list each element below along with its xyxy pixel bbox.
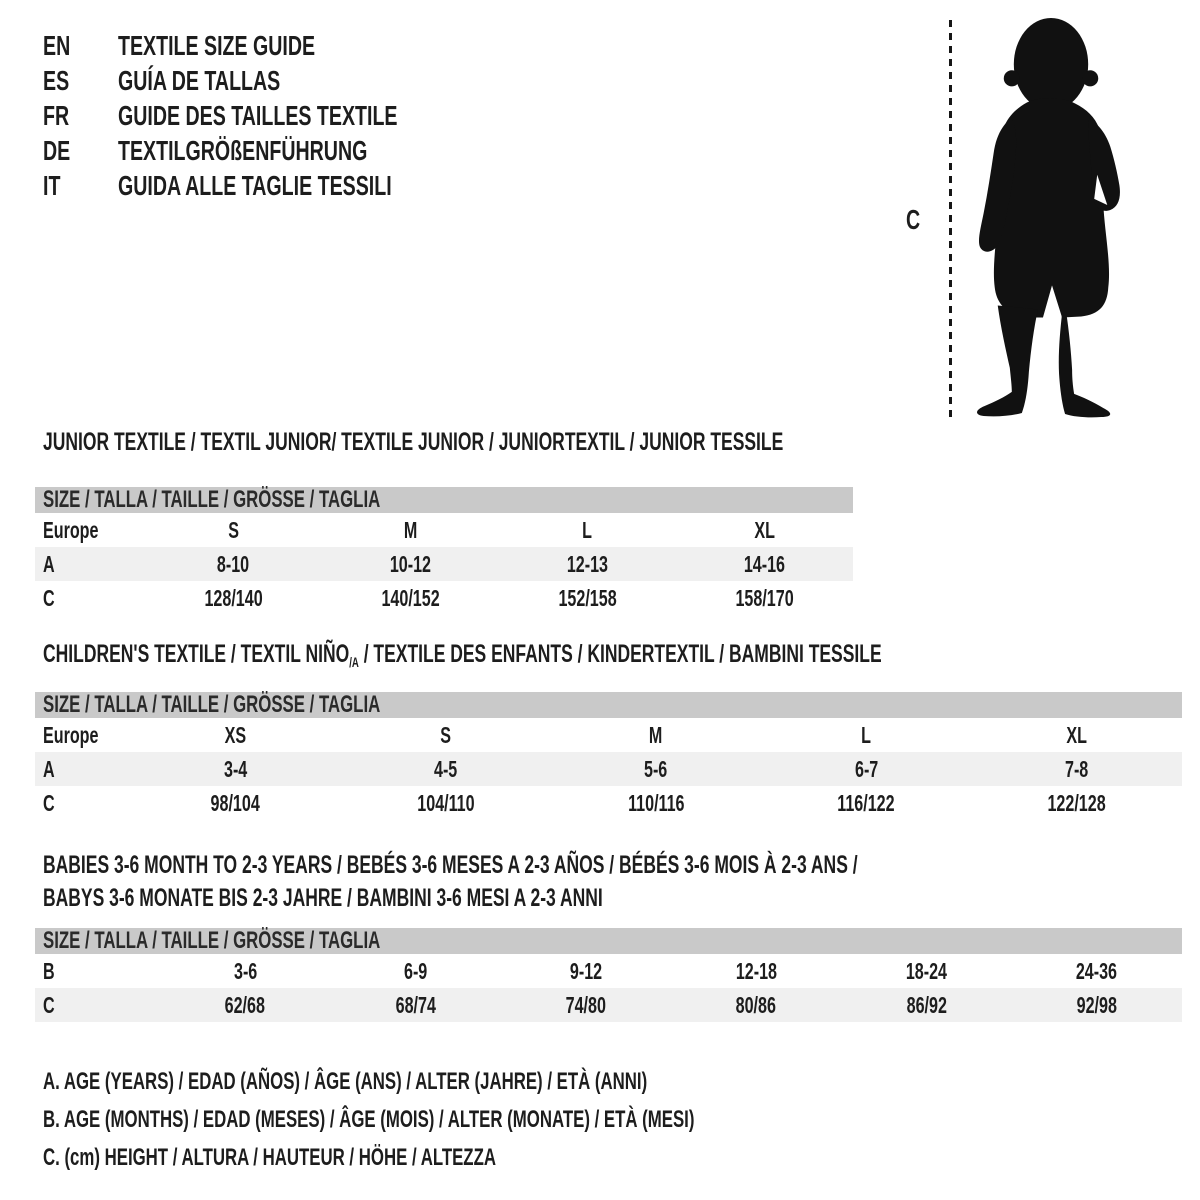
height-measure-label: C bbox=[906, 204, 921, 235]
table-header-bar bbox=[35, 487, 853, 513]
value-cell: 86/92 bbox=[906, 991, 947, 1018]
value-cell: 110/116 bbox=[627, 789, 685, 816]
value-cell: 68/74 bbox=[395, 991, 436, 1018]
value-cell: 62/68 bbox=[225, 991, 266, 1018]
value-cell: 98/104 bbox=[210, 789, 260, 816]
language-title: GUIDE DES TAILLES TEXTILE bbox=[118, 99, 398, 131]
value-cell: S bbox=[228, 516, 239, 543]
children-size-table bbox=[35, 692, 1182, 820]
value-cell: 74/80 bbox=[565, 991, 606, 1018]
junior-size-table bbox=[35, 487, 853, 615]
section-title-children: CHILDREN'S TEXTILE / TEXTIL $NIÑO_{/A}$ / TEXTILE DES ENFANTS / KINDERTEXTIL / BAMBINI TESSILE bbox=[43, 640, 882, 670]
babies-size-table bbox=[35, 928, 1182, 1022]
row-label-cell: A bbox=[43, 755, 55, 782]
value-cell: 116/122 bbox=[837, 789, 896, 816]
language-row-it bbox=[43, 168, 517, 203]
legend-age-years: A. AGE (YEARS) / EDAD (AÑOS) / ÂGE (ANS) / ALTER (JAHRE) / ETÀ (ANNI) bbox=[43, 1068, 648, 1095]
value-cell: 5-6 bbox=[644, 755, 668, 782]
value-cell: 140/152 bbox=[381, 584, 440, 611]
language-row-de bbox=[43, 133, 517, 168]
table-row bbox=[35, 513, 853, 547]
value-cell: 6-7 bbox=[854, 755, 879, 782]
value-cell: L bbox=[582, 516, 593, 543]
height-measure-dashed-line bbox=[949, 20, 952, 417]
row-label-cell: C bbox=[43, 584, 55, 611]
row-label-cell: Europe bbox=[43, 516, 99, 543]
value-cell: 7-8 bbox=[1065, 755, 1089, 782]
value-cell: 12-18 bbox=[735, 957, 777, 984]
language-title: TEXTILE SIZE GUIDE bbox=[118, 29, 316, 61]
row-label-cell: C bbox=[43, 991, 55, 1018]
value-cell: 12-13 bbox=[566, 550, 609, 577]
language-code: DE bbox=[43, 134, 71, 166]
language-title: GUÍA DE TALLAS bbox=[118, 64, 281, 96]
language-code: EN bbox=[43, 29, 71, 61]
table-header-bar bbox=[35, 692, 1182, 718]
table-header-label: SIZE / TALLA / TAILLE / GRÖSSE / TAGLIA bbox=[43, 486, 381, 513]
value-cell: S bbox=[440, 721, 451, 748]
value-cell: L bbox=[861, 721, 872, 748]
value-cell: 24-36 bbox=[1076, 957, 1118, 984]
language-row-es bbox=[43, 63, 517, 98]
legend-age-months: B. AGE (MONTHS) / EDAD (MESES) / ÂGE (MOIS) / ALTER (MONATE) / ETÀ (MESI) bbox=[43, 1106, 695, 1133]
value-cell: 4-5 bbox=[433, 755, 458, 782]
value-cell: 92/98 bbox=[1076, 991, 1117, 1018]
language-code: ES bbox=[43, 64, 70, 96]
language-title: GUIDA ALLE TAGLIE TESSILI bbox=[118, 169, 392, 201]
value-cell: 128/140 bbox=[204, 584, 263, 611]
value-cell: XL bbox=[1066, 721, 1088, 748]
row-label-cell: C bbox=[43, 789, 55, 816]
value-cell: M bbox=[649, 721, 663, 748]
table-row bbox=[35, 954, 1182, 988]
title-subscript: /A bbox=[349, 655, 359, 670]
table-row bbox=[35, 718, 1182, 752]
language-code: IT bbox=[43, 169, 61, 201]
table-header-bar bbox=[35, 928, 1182, 954]
legend-height-cm: C. (cm) HEIGHT / ALTURA / HAUTEUR / HÖHE / ALTEZZA bbox=[43, 1144, 496, 1171]
value-cell: 6-9 bbox=[403, 957, 428, 984]
value-cell: 9-12 bbox=[569, 957, 602, 984]
row-label-cell: A bbox=[43, 550, 55, 577]
row-label-cell: Europe bbox=[43, 721, 99, 748]
table-row bbox=[35, 786, 1182, 820]
toddler-silhouette-icon bbox=[964, 14, 1138, 418]
value-cell: 104/110 bbox=[416, 789, 475, 816]
value-cell: 152/158 bbox=[558, 584, 617, 611]
language-title-block bbox=[43, 28, 517, 203]
section-title-babies-line2: BABYS 3-6 MONATE BIS 2-3 JAHRE / BAMBINI 3-6 MESI A 2-3 ANNI bbox=[43, 884, 603, 912]
value-cell: XS bbox=[224, 721, 246, 748]
value-cell: 18-24 bbox=[905, 957, 948, 984]
value-cell: 3-6 bbox=[233, 957, 257, 984]
value-cell: 8-10 bbox=[217, 550, 250, 577]
value-cell: XL bbox=[754, 516, 775, 543]
value-cell: 10-12 bbox=[389, 550, 432, 577]
value-cell: 80/86 bbox=[735, 991, 777, 1018]
language-row-en bbox=[43, 28, 517, 63]
section-title-babies-line1: BABIES 3-6 MONTH TO 2-3 YEARS / BEBÉS 3-6 MESES A 2-3 AÑOS / BÉBÉS 3-6 MOIS À 2-3 ANS / bbox=[43, 851, 858, 879]
table-header-label: SIZE / TALLA / TAILLE / GRÖSSE / TAGLIA bbox=[43, 691, 381, 718]
value-cell: M bbox=[403, 516, 418, 543]
table-row bbox=[35, 988, 1182, 1022]
table-row bbox=[35, 581, 853, 615]
table-row bbox=[35, 752, 1182, 786]
value-cell: 14-16 bbox=[743, 550, 786, 577]
language-code: FR bbox=[43, 99, 70, 131]
language-row-fr bbox=[43, 98, 517, 133]
value-cell: 158/170 bbox=[735, 584, 794, 611]
value-cell: 3-4 bbox=[223, 755, 247, 782]
table-row bbox=[35, 547, 853, 581]
table-header-label: SIZE / TALLA / TAILLE / GRÖSSE / TAGLIA bbox=[43, 927, 381, 954]
value-cell: 122/128 bbox=[1047, 789, 1106, 816]
language-title: TEXTILGRÖßENFÜHRUNG bbox=[118, 134, 368, 166]
section-title-junior: JUNIOR TEXTILE / TEXTIL JUNIOR/ TEXTILE JUNIOR / JUNIORTEXTIL / JUNIOR TESSILE bbox=[43, 428, 784, 456]
row-label-cell: B bbox=[43, 957, 55, 984]
